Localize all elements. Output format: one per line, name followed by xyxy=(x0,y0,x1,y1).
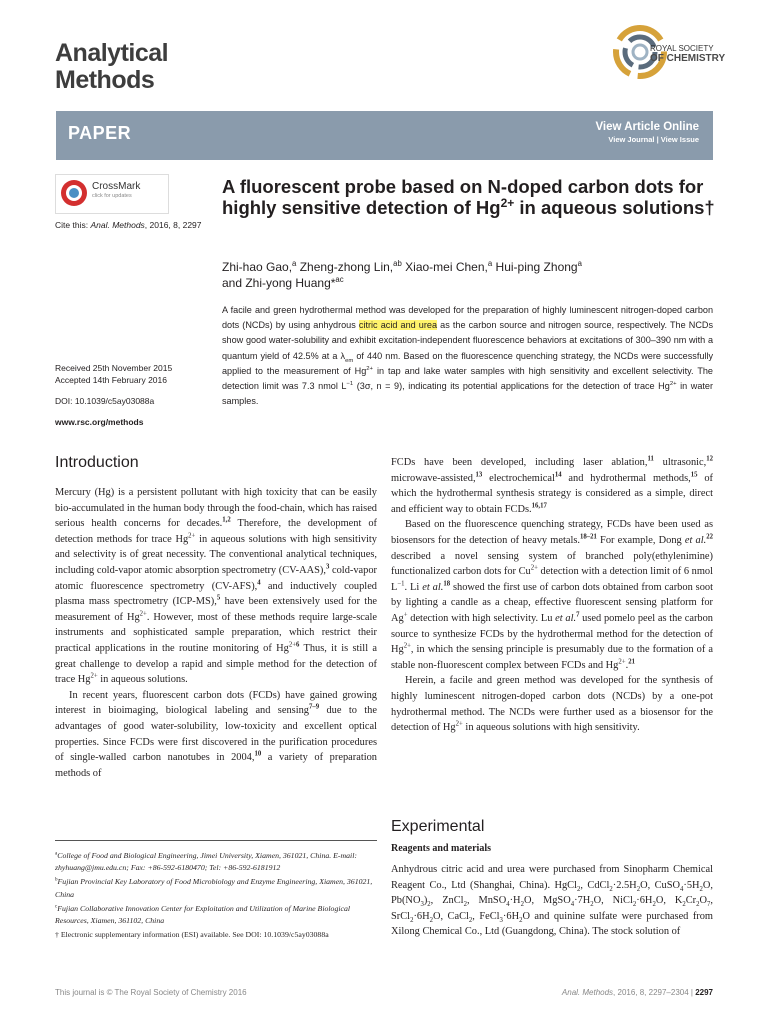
title-part1: A fluorescent probe based on N-doped carbon dots for highly sensitive detection of Hg xyxy=(222,176,704,218)
received-date: Received 25th November 2015 xyxy=(55,363,173,373)
text: a variety of preparation methods of xyxy=(55,752,377,779)
subscript: 2 xyxy=(632,901,637,909)
subscript: 7 xyxy=(707,901,711,909)
subscript: 2 xyxy=(520,901,524,909)
superscript: 2+ xyxy=(90,672,98,680)
subscript: 3 xyxy=(499,916,503,924)
footnote-a xyxy=(55,850,377,874)
affil-sup: ab xyxy=(393,259,402,268)
ref-link[interactable]: 4 xyxy=(257,579,261,587)
abstract-text: (3σ, n = 9), indicating its potential applications for the detection of trace Hg xyxy=(353,381,670,392)
paragraph xyxy=(55,688,377,782)
text: O, CaCl xyxy=(432,910,469,922)
text: O and quinine sulfate were purchased from Xilong Chemical Co., Ltd (Guangdong, China). The stock solution of xyxy=(391,910,714,938)
footer-details: , 2016, 8, 2297–2304 | xyxy=(613,988,696,997)
subscript: 2 xyxy=(696,901,700,909)
crossmark-label: CrossMark xyxy=(92,181,141,192)
author-5: and Zhi-yong Huang* xyxy=(222,276,336,290)
article-dates xyxy=(55,362,172,407)
body-column-right xyxy=(391,455,713,736)
text: used pomelo peel as the carbon source to synthesize FCDs by the hydrothermal method for the detection of Hg xyxy=(391,612,713,656)
text: ultrasonic, xyxy=(653,457,707,468)
affil-sup: a xyxy=(292,259,297,268)
ref-link[interactable]: 12 xyxy=(706,455,713,463)
text: microwave-assisted, xyxy=(391,472,476,484)
subscript: 2 xyxy=(636,885,641,893)
text: For example, Dong xyxy=(596,534,685,546)
text: have been extensively used for the measurement of Hg xyxy=(55,596,377,623)
text: due to the advantages of good water-solubility, low-toxicity and excellent optical properties. Since FCDs were first discovered in the purification procedures of single-walled carbon nanotubes in 2004, xyxy=(55,705,377,764)
text: In recent years, fluorescent carbon dots (FCDs) have gained growing interest in bioimaging, biological labeling and sensing xyxy=(55,689,377,717)
page-number: 2297 xyxy=(695,988,713,997)
experimental-text xyxy=(391,862,713,940)
text: . Li xyxy=(404,581,423,593)
crossmark-badge[interactable] xyxy=(55,174,169,214)
text: O, CuSO xyxy=(640,879,680,891)
paragraph xyxy=(391,862,713,940)
affil-sup: ac xyxy=(335,275,344,284)
text: and hydrothermal methods, xyxy=(561,472,691,484)
crossmark-text xyxy=(92,181,140,199)
ref-link[interactable]: 13 xyxy=(475,471,483,479)
footnote-divider xyxy=(55,840,377,841)
paragraph xyxy=(391,455,713,517)
text: Herein, a facile and green method was developed for the synthesis of highly luminescent nitrogen-doped carbon dots (NCDs) by a one-pot hydrothermal method. The NCDs were further used as a biosensor for the detection of Hg xyxy=(391,675,713,734)
subscript: 4 xyxy=(680,885,684,893)
ref-link[interactable]: 21 xyxy=(628,658,635,666)
journal-name-line2: Methods xyxy=(55,66,155,94)
citation-line xyxy=(55,220,202,230)
text: . However, most of these methods require large-scale instruments and sophisticated sample preparation, which restrict their practical applications in the routine monitoring of Hg xyxy=(55,611,377,654)
footer-journal: Anal. Methods xyxy=(561,988,614,997)
footnote-marker: c xyxy=(55,903,58,910)
paragraph xyxy=(391,673,713,735)
subscript: 2 xyxy=(519,916,523,924)
footnote-text: Fujian Provincial Key Laboratory of Food Microbiology and Enzyme Engineering, Xiamen, 361021, China xyxy=(55,877,373,899)
abstract-text: A facile and green hydrothermal method was developed for the preparation of highly luminescent nitrogen-doped carbon dots (NCDs) by using anhydrous xyxy=(222,305,713,331)
title-part2: in aqueous solutions† xyxy=(514,197,715,218)
text: in aqueous solutions. xyxy=(97,674,188,686)
text: showed the first use of carbon dots obtained from carbon soot by lighting a candle as a cheap, effective fluorescent sensing platform for Ag xyxy=(391,581,714,624)
superscript: −1 xyxy=(397,580,405,588)
subscript: 2 xyxy=(429,916,433,924)
ref-link[interactable]: 18 xyxy=(443,580,451,588)
subscript: 2 xyxy=(410,916,414,924)
author-3: Xiao-mei Chen, xyxy=(401,260,488,274)
abstract xyxy=(222,303,713,409)
ref-link[interactable]: 22 xyxy=(706,533,713,541)
text: O, K xyxy=(655,895,683,907)
text: Based on the fluorescence quenching strategy, FCDs have been used as biosensors for the detection of heavy metals. xyxy=(391,519,713,546)
text: ·2.5H xyxy=(612,879,637,891)
text: Anhydrous citric acid and urea were purchased from Sinopharm Chemical Reagent Co., Ltd (Shanghai, China). HgCl xyxy=(391,864,713,891)
superscript: −1 xyxy=(346,380,354,387)
footnote-marker: b xyxy=(55,876,58,883)
abstract-text: as the carbon source and nitrogen source, respectively. The NCDs show good water-solubility and exhibit excitation-independent fluorescence behaviors at excitations of 300–390 nm with a quantum yield of 42.5% at a λ xyxy=(222,320,714,361)
title-sup: 2+ xyxy=(500,195,515,210)
subscript: 2 xyxy=(463,901,467,909)
text: O, Pb(NO xyxy=(391,879,714,907)
subscript: 2 xyxy=(468,916,473,924)
text: , ZnCl xyxy=(430,895,464,907)
text-italic: et al. xyxy=(555,612,577,624)
text: ·6H xyxy=(413,910,430,922)
abstract-text: of 440 nm. Based on the fluorescence quenching strategy, the NCDs were successfully applied to the measurement of Hg xyxy=(222,350,714,376)
text: described a novel sensing system of branched poly(ethylenimine) functionalized carbon dots for Cu xyxy=(391,550,713,578)
doi[interactable]: DOI: 10.1039/c5ay03088a xyxy=(55,396,155,406)
text: electrochemical xyxy=(482,472,555,484)
text: in aqueous solutions with high sensitivity and selectivity is of great necessity. The conventional analytical techniques, including cold-vapor atomic absorption spectrometry (CV-AAS), xyxy=(55,533,377,576)
text: O, NiCl xyxy=(593,895,633,907)
article-type-banner xyxy=(56,111,713,160)
footnote-b xyxy=(55,876,377,900)
cite-label: Cite this: xyxy=(55,220,89,230)
author-4: Hui-ping Zhong xyxy=(492,260,578,274)
cite-details: , 2016, 8, 2297 xyxy=(144,220,202,230)
accepted-date: Accepted 14th February 2016 xyxy=(55,375,167,385)
superscript: 2+ xyxy=(455,720,463,728)
affil-sup: a xyxy=(577,259,582,268)
paragraph: Based on the fluorescence quenching strategy, FCDs have been used as biosensors for the detection of heavy metals.$^{18-21}$ For example, Dong et al.$^{22}$ described a novel sensing system of branched poly(ethylenimine) functionalized carbon dots for $Cu^{2+}$ detection with a detection limit of 6 nmol $L^{-1}$. Li et al.$^{18}$ showed the first use of carbon dots obtained from carbon soot by lighting a candle as a cheap, effective fluorescent sensing platform for Ag+ detection with high selectivity. Lu et al.$^7$ used pomelo peel as the carbon source to synthesize FCDs by the hydrothermal method for the detection of $Hg^{2+}$, in which the sensing principle is presumably due to the formation of a stable non-fluorescent complex between FCDs and $Hg^{2+}.^{21}$ xyxy=(391,519,714,671)
subscript: 2 xyxy=(682,901,686,909)
journal-url[interactable]: www.rsc.org/methods xyxy=(55,417,144,427)
footnote-text: College of Food and Biological Engineering, Jimei University, Xiamen, 361021, China. E-mail: zhyhuang@jmu.edu.cn; Fax: +86-592-6180470; Tel: +86-592-6181912 xyxy=(55,851,357,873)
section-heading-experimental: Experimental xyxy=(391,818,485,835)
journal-name-line1: Analytical xyxy=(55,39,169,67)
text: ·6H xyxy=(502,910,520,922)
subscript: 2 xyxy=(609,885,613,893)
subscript: 2 xyxy=(590,901,594,909)
superscript: 2+ xyxy=(403,642,411,650)
superscript: 2+ xyxy=(366,365,373,372)
subscript: em xyxy=(345,357,354,364)
footnote-esi[interactable]: † Electronic supplementary information (ESI) available. See DOI: 10.1039/c5ay03088a xyxy=(55,930,329,940)
section-heading-introduction: Introduction xyxy=(55,454,139,471)
ref-link[interactable]: 5 xyxy=(216,594,221,602)
superscript: 2+ xyxy=(618,658,626,666)
subscript: 4 xyxy=(570,901,575,909)
text: Thus, it is still a great challenge to develop a rapid and simple method for the detection of trace Hg xyxy=(55,642,377,686)
text: Mercury (Hg) is a persistent pollutant with high toxicity that can be easily bio-accumulated in the human body through the food-chain, which has raised serious health concerns for decades. xyxy=(55,487,377,530)
superscript: 2+ xyxy=(669,380,677,387)
view-article-links xyxy=(595,121,699,144)
text: detection with a detection limit of 6 nmol L xyxy=(391,566,713,593)
subscript: 3 xyxy=(420,901,424,909)
rsc-wordmark xyxy=(650,44,725,64)
text: of which the hydrothermal synthesis strategy is considered as a simple, direct and efficient way to obtain FCDs. xyxy=(391,472,713,515)
cite-journal: Anal. Methods xyxy=(90,220,145,230)
crossmark-sub: click for updates xyxy=(92,193,132,199)
text: , FeCl xyxy=(472,910,500,922)
ref-link[interactable]: 11 xyxy=(647,455,654,463)
view-journal-issue-links[interactable]: View Journal | View Issue xyxy=(608,135,699,144)
footer-copyright: This journal is © The Royal Society of Chemistry 2016 xyxy=(55,988,247,997)
text: in aqueous solutions with high sensitivity. xyxy=(462,722,640,734)
text: , SrCl xyxy=(391,895,713,922)
ref-link[interactable]: 7–9 xyxy=(308,703,320,711)
text-italic: et al. xyxy=(684,534,707,546)
subsection-heading: Reagents and materials xyxy=(391,843,491,854)
rsc-line2: OF CHEMISTRY xyxy=(650,53,726,64)
author-list xyxy=(222,259,722,291)
ref-link[interactable]: 3 xyxy=(326,563,330,571)
subscript: 4 xyxy=(506,901,510,909)
text: ·7H xyxy=(574,895,591,907)
subscript: 2 xyxy=(577,885,581,893)
ref-link[interactable]: 14 xyxy=(554,471,562,479)
text: Cr xyxy=(685,895,697,907)
abstract-text: in water samples. xyxy=(222,381,713,407)
text: ·6H xyxy=(636,895,653,907)
footnote-marker: a xyxy=(55,850,58,857)
journal-logo[interactable] xyxy=(55,40,168,94)
subscript: 2 xyxy=(427,901,431,909)
rsc-line1: ROYAL SOCIETY xyxy=(650,44,714,53)
superscript: 2+ xyxy=(188,532,196,540)
text: , in which the sensing principle is presumably due to the formation of a stable non-fluorescent complex between FCDs and Hg xyxy=(391,644,713,671)
author-2: Zheng-zhong Lin, xyxy=(296,260,394,274)
paragraph xyxy=(55,485,377,688)
text: detection with high selectivity. Lu xyxy=(407,612,556,624)
ref-link[interactable]: 10 xyxy=(254,750,262,758)
ref-link[interactable]: 6 xyxy=(296,641,300,649)
crossmark-icon xyxy=(60,179,88,207)
footnote-c xyxy=(55,903,377,927)
author-1: Zhi-hao Gao, xyxy=(222,260,293,274)
text: cold-vapor atomic fluorescence spectrometry (CV-AFS), xyxy=(55,564,378,592)
superscript: 2+ xyxy=(288,641,297,649)
superscript: + xyxy=(403,611,408,619)
text: O xyxy=(699,895,708,907)
ref-link[interactable]: 18–21 xyxy=(580,533,597,541)
text: Therefore, the development of detection methods for trace Hg xyxy=(55,518,377,545)
superscript: 2+ xyxy=(530,564,538,572)
highlighted-text[interactable]: citric acid and urea xyxy=(358,320,438,331)
text: , CdCl xyxy=(580,879,610,891)
text: , MnSO xyxy=(466,895,507,907)
footnotes xyxy=(55,850,377,943)
text-italic: et al. xyxy=(422,581,444,593)
text: ·5H xyxy=(683,879,700,891)
superscript: 2+ xyxy=(139,610,147,618)
footer-citation xyxy=(562,988,713,997)
view-article-online-link[interactable]: View Article Online xyxy=(595,121,699,133)
body-column-left xyxy=(55,485,377,781)
text: ) xyxy=(423,895,428,907)
text: O, MgSO xyxy=(523,895,571,907)
ref-link[interactable]: 15 xyxy=(690,471,698,479)
text: FCDs have been developed, including laser ablation, xyxy=(391,457,648,468)
ref-link[interactable]: 7 xyxy=(576,611,580,619)
subscript: 2 xyxy=(652,901,656,909)
subscript: 2 xyxy=(699,885,703,893)
ref-link[interactable]: 16,17 xyxy=(531,502,547,510)
text: and inductively coupled plasma mass spectrometry (ICP-MS), xyxy=(55,580,378,608)
article-type-label: PAPER xyxy=(68,123,132,143)
footnote-text: Fujian Collaborative Innovation Center for Exploitation and Utilization of Marine Biological Resources, Xiamen, 361102, China xyxy=(55,903,351,926)
affil-sup: a xyxy=(487,259,493,268)
ref-link[interactable]: 1,2 xyxy=(222,516,231,524)
text: ·H xyxy=(509,895,521,907)
article-title xyxy=(222,176,722,218)
abstract-text: in tap and lake water samples with high sensitivity and excellent selectivity. The detection limit was 7.3 nmol L xyxy=(222,365,713,392)
